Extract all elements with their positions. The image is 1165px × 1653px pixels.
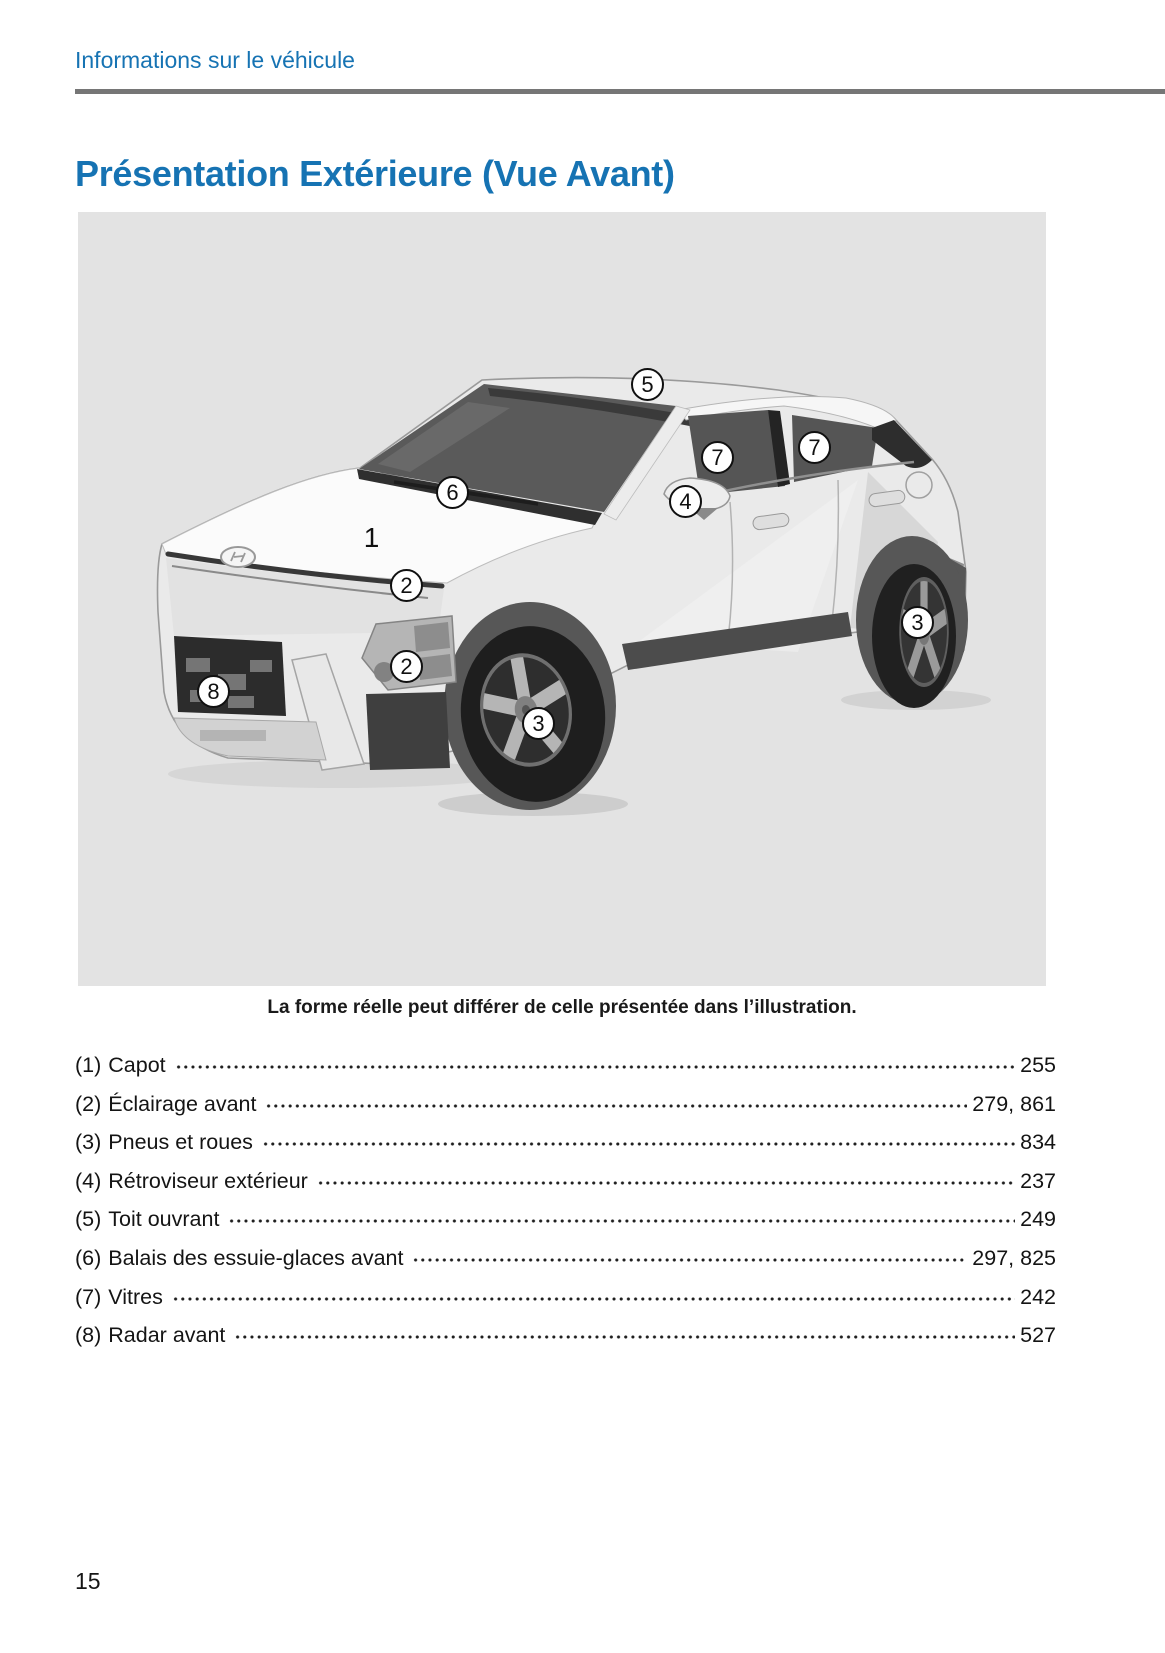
toc-item-label: Capot [108,1053,166,1077]
callout-6-wipers: 6 [436,476,469,509]
toc-item-pages: 255 [1020,1053,1056,1077]
dot-leader [234,1334,1015,1340]
toc-item-5 [75,1207,1056,1246]
toc-item-number: (1) [75,1053,102,1077]
toc-item-8 [75,1323,1056,1362]
toc-item-pages: 279, 861 [972,1091,1056,1116]
callout-8-front-radar: 8 [197,675,230,708]
toc-item-label: Pneus et roues [108,1130,253,1155]
toc-item-number: (6) [75,1245,102,1270]
toc-item-pages: 242 [1020,1284,1056,1309]
callout-5-sunroof: 5 [631,368,664,401]
dot-leader [412,1257,967,1263]
dot-leader [262,1141,1015,1147]
page-title: Présentation Extérieure (Vue Avant) [75,153,675,194]
toc-item-label: Toit ouvrant [108,1207,220,1232]
callout-7-rear-window: 7 [798,431,831,464]
toc-item-label: Vitres [108,1284,163,1309]
toc-item-label: Rétroviseur extérieur [108,1168,308,1193]
callout-3-rear-wheel: 3 [901,606,934,639]
toc-item-7 [75,1285,1056,1324]
callout-3-front-wheel: 3 [522,707,555,740]
toc-item-label: Balais des essuie-glaces avant [108,1245,404,1270]
vehicle-illustration [78,212,1046,986]
dot-leader [317,1180,1015,1186]
toc-item-1 [75,1053,1056,1092]
component-index [75,1053,1056,1362]
toc-item-4 [75,1169,1056,1208]
toc-item-number: (3) [75,1130,102,1155]
callout-2-headlamp: 2 [390,650,423,683]
dot-leader [265,1103,967,1109]
toc-item-pages: 237 [1020,1168,1056,1193]
callout-layer [78,212,1046,986]
callout-4-mirror: 4 [669,485,702,518]
toc-item-6 [75,1246,1056,1285]
toc-item-number: (7) [75,1284,102,1309]
toc-item-3 [75,1130,1056,1169]
toc-item-label: Radar avant [108,1323,226,1348]
callout-1-hood: 1 [363,521,380,553]
callout-2-hood-lamp: 2 [390,569,423,602]
callout-7-front-window: 7 [701,441,734,474]
toc-item-pages: 249 [1020,1207,1056,1232]
toc-item-number: (5) [75,1207,102,1232]
page-number: 15 [75,1568,101,1594]
toc-item-label: Éclairage avant [108,1091,257,1116]
dot-leader [228,1218,1015,1224]
toc-item-2 [75,1092,1056,1131]
toc-item-number: (4) [75,1168,102,1193]
dot-leader [172,1296,1015,1302]
header-rule [75,89,1165,94]
toc-item-pages: 297, 825 [972,1245,1056,1270]
toc-item-number: (2) [75,1091,102,1116]
dot-leader [175,1064,1015,1070]
illustration-caption: La forme réelle peut différer de celle présentée dans l’illustration. [267,997,857,1018]
toc-item-pages: 834 [1020,1130,1056,1155]
toc-item-pages: 527 [1020,1323,1056,1348]
toc-item-number: (8) [75,1323,102,1348]
section-header: Informations sur le véhicule [75,47,355,73]
